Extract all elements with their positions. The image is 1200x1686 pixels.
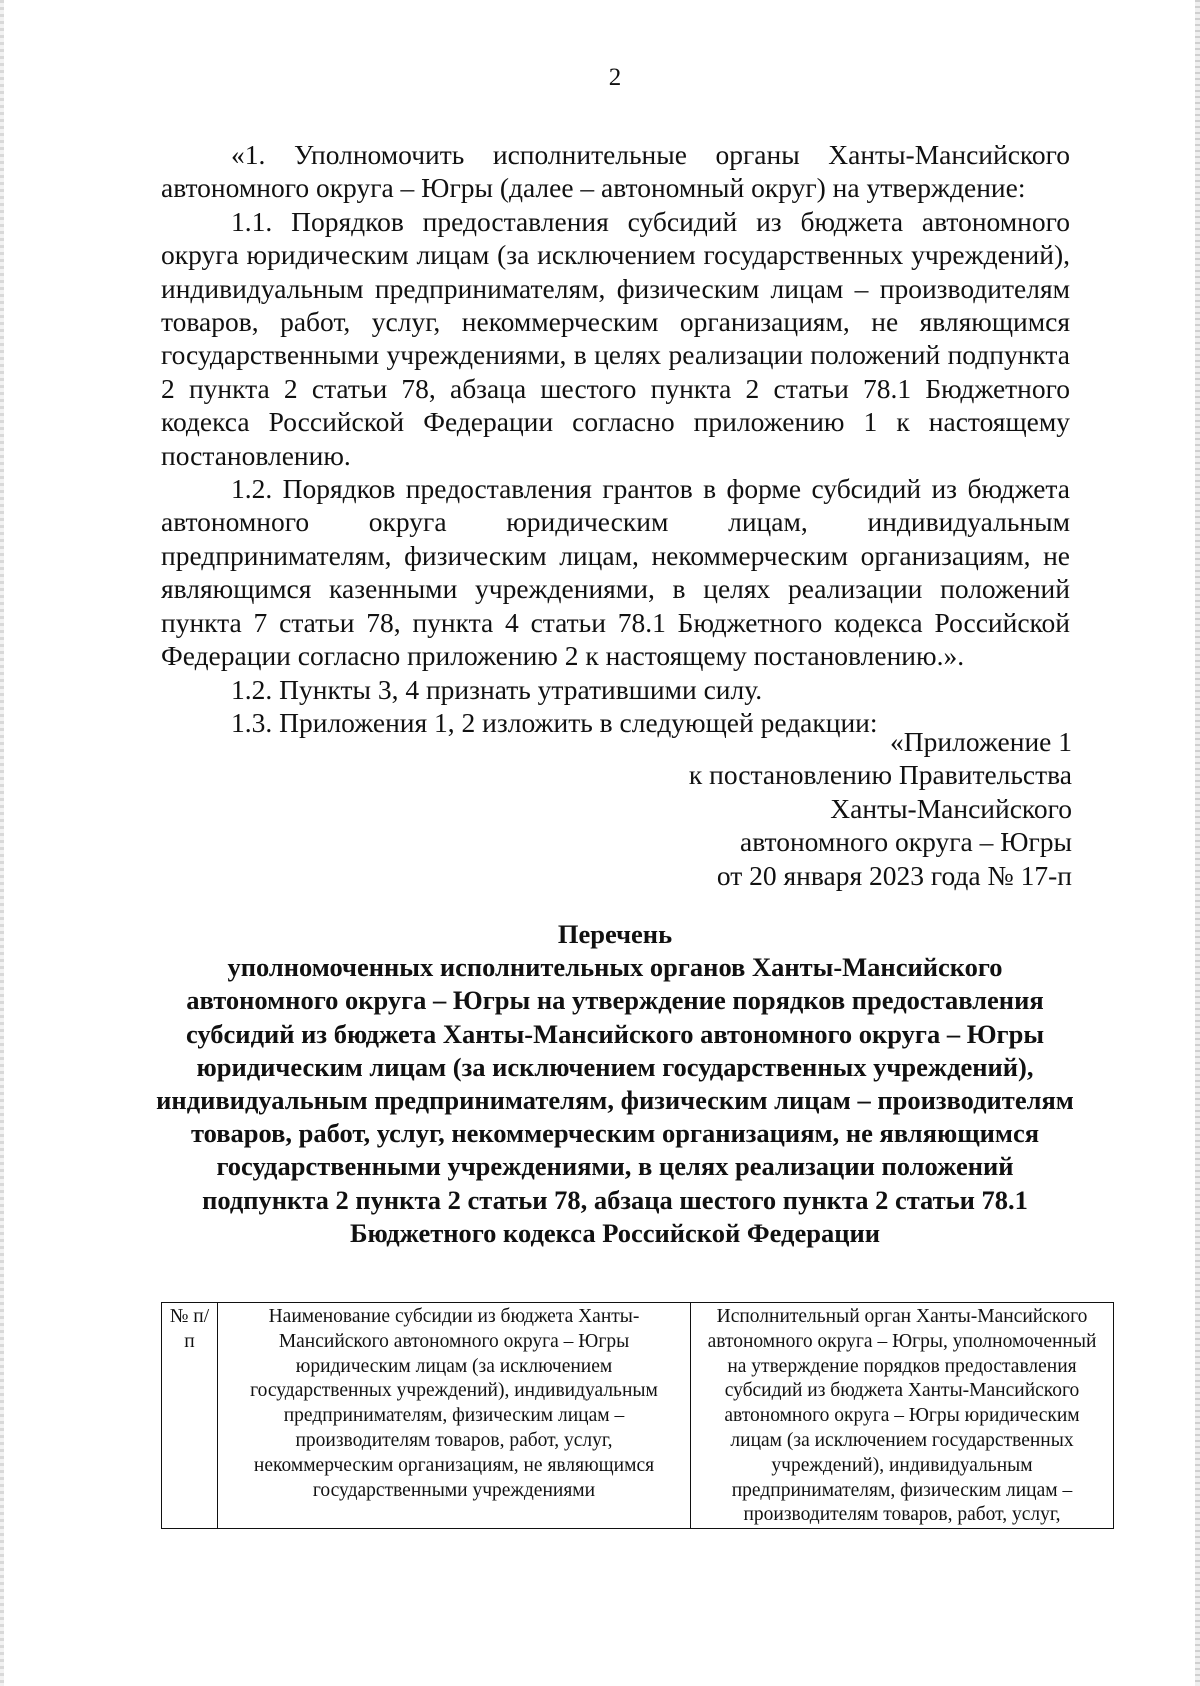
- paragraph-1-1: 1.1. Порядков предоставления субсидий из бюджета автономного округа юридическим лицам (за исключением государственных учреждений), индивидуальным предпринимателям, физическим лицам – производителям товаров, работ, услуг, некоммерческим организациям, не являющимся государственными учреждениями, в целях реализации положений подпункта 2 пункта 2 статьи 78, абзаца шестого пункта 2 статьи 78.1 Бюджетного кодекса Российской Федерации согласно приложению 1 к настоящему постановлению.: [161, 205, 1070, 471]
- header-subsidy-name-text: Наименование субсидии из бюджета Ханты-Мансийского автономного округа – Югры юридическим лицам (за исключением государственных учреждений), индивидуальным предпринимателям, физическим лицам – производителям товаров, работ, услуг, некоммерческим организациям, не являющимся государственными учреждениями: [250, 1306, 658, 1501]
- appendix-line-1: «Приложение 1: [890, 726, 1072, 757]
- scan-edge-left: [0, 0, 4, 1686]
- appendix-line-4: автономного округа – Югры: [740, 826, 1072, 858]
- table-container: [161, 1302, 1114, 1529]
- list-heading: [150, 918, 1080, 1250]
- appendix-line-3: Ханты-Мансийского: [830, 792, 1072, 824]
- appendix-block: [689, 725, 1072, 892]
- paragraph-1: «1. Уполномочить исполнительные органы Ханты-Мансийского автономного округа – Югры (далее – автономный округ) на утверждение:: [161, 139, 1070, 204]
- scan-edge-right: [1195, 0, 1200, 1686]
- header-cell-executive-body: [691, 1303, 1114, 1529]
- appendix-line-5: от 20 января 2023 года № 17-п: [716, 859, 1072, 891]
- page-number: 2: [608, 64, 622, 91]
- paragraph-1-3: 1.3. Приложения 1, 2 изложить в следующей редакции:: [231, 706, 878, 738]
- header-number-text: № п/п: [169, 1306, 210, 1352]
- list-title: Перечень: [557, 919, 673, 949]
- list-subtitle: уполномоченных исполнительных органов Ханты-Мансийского автономного округа – Югры на утверждение порядков предоставления субсидий из бюджета Ханты-Мансийского автономного округа – Югры юридическим лицам (за исключением государственных учреждений), индивидуальным предпринимателям, физическим лицам – производителям товаров, работ, услуг, некоммерческим организациям, не являющимся государственными учреждениями, в целях реализации положений подпункта 2 пункта 2 статьи 78, абзаца шестого пункта 2 статьи 78.1 Бюджетного кодекса Российской Федерации: [156, 952, 1074, 1248]
- paragraph-1-2-points: 1.2. Пункты 3, 4 признать утратившими силу.: [231, 673, 763, 705]
- appendix-line-2: к постановлению Правительства: [688, 759, 1072, 791]
- authorities-table: [161, 1302, 1114, 1529]
- table-header-row: [162, 1303, 1114, 1529]
- body-text: [161, 138, 1070, 739]
- header-cell-subsidy-name: [218, 1303, 691, 1529]
- header-executive-body-text: Исполнительный орган Ханты-Мансийского автономного округа – Югры, уполномоченный на утверждение порядков предоставления субсидий из бюджета Ханты-Мансийского автономного округа – Югры юридическим лицам (за исключением государственных учреждений), индивидуальным предпринимателям, физическим лицам – производителям товаров, работ, услуг,: [707, 1306, 1097, 1526]
- paragraph-1-2: 1.2. Порядков предоставления грантов в форме субсидий из бюджета автономного округа юридическим лицам, индивидуальным предпринимателям, физическим лицам, некоммерческим организациям, не являющимся казенными учреждениями, в целях реализации положений пункта 7 статьи 78, пункта 4 статьи 78.1 Бюджетного кодекса Российской Федерации согласно приложению 2 к настоящему постановлению.».: [161, 473, 1070, 672]
- header-cell-number: [162, 1303, 218, 1529]
